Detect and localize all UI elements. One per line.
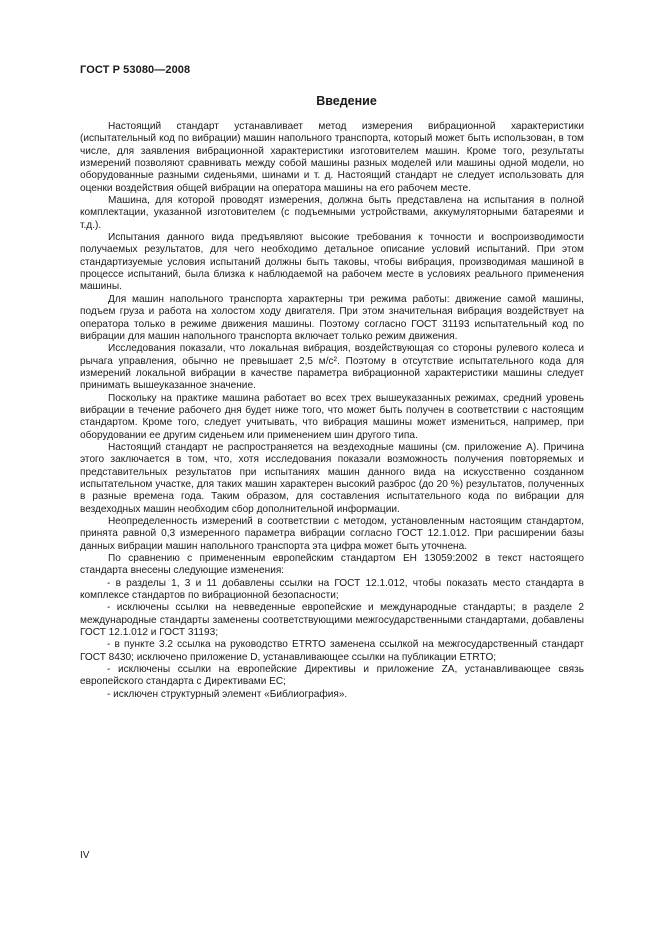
page-number: IV bbox=[80, 850, 90, 861]
paragraph: Машина, для которой проводят измерения, должна быть представлена на испытания в полной комплектации, указанной изготовителем (с подъемными устройствами, аккумуляторными батареями и т.д.). bbox=[80, 195, 584, 231]
change-list-item: - в пункте 3.2 ссылка на руководство ETRTO заменена ссылкой на межгосударственный стандарт ГОСТ 8430; исключено приложение D, устанавливающее ссылки на публикации ETRTO; bbox=[80, 639, 584, 663]
paragraph: Настоящий стандарт не распространяется на вездеходные машины (см. приложение А). Причина этого заключается в том, что, хотя исследования показали возможность получения повторяемых и представительных результатов при испытаниях машин данного вида на искусственно созданном испытательном участке, для таких машин характерен высокий разброс (до 20 %) результатов, полученных в разные времена года. Таким образом, для составления испытательного кода по вибрации для вездеходных машин необходим сбор дополнительной информации. bbox=[80, 441, 584, 515]
paragraph: По сравнению с примененным европейским стандартом ЕН 13059:2002 в текст настоящего стандарта внесены следующие изменения: bbox=[80, 553, 584, 577]
introduction-body bbox=[80, 121, 584, 701]
section-title: Введение bbox=[316, 94, 377, 108]
change-list-item: - в разделы 1, 3 и 11 добавлены ссылки на ГОСТ 12.1.012, чтобы показать место стандарта в комплексе стандартов по вибрационной безопасности; bbox=[80, 577, 584, 602]
change-list-item: - исключены ссылки на европейские Директивы и приложение ZA, устанавливающее связь европейского стандарта с Директивами ЕС; bbox=[80, 664, 584, 688]
paragraph: Для машин напольного транспорта характерны три режима работы: движение самой машины, подъем груза и работа на холостом ходу двигателя. При этом значительная вибрация воздействует на оператора только в режиме движения машины. Поэтому согласно ГОСТ 31193 испытательный код по вибрации для машин напольного транспорта включает только режим движения. bbox=[80, 293, 584, 342]
change-list-item: - исключен структурный элемент «Библиография». bbox=[107, 688, 348, 700]
paragraph: Настоящий стандарт устанавливает метод измерения вибрационной характеристики (испытательный код по вибрации) машин напольного транспорта, который может быть использован, в том числе, для заявления вибрационной характеристики изготовителем машин. Кроме того, результаты измерений позволяют сравнивать между собой машины разных моделей или машины одной модели, но оборудованные разными сиденьями, шинами и т. д. Настоящий стандарт не следует использовать для оценки воздействия общей вибрации на оператора машины на его рабочем месте. bbox=[80, 121, 584, 194]
paragraph: Поскольку на практике машина работает во всех трех вышеуказанных режимах, средний уровень вибрации в течение рабочего дня будет ниже того, что может быть получен в соответствии с настоящим стандартом. Кроме того, следует учитывать, что вибрация машины может измениться, например, при оборудовании ее другим сиденьем или применением шин другого типа. bbox=[80, 392, 584, 441]
paragraph: Испытания данного вида предъявляют высокие требования к точности и воспроизводимости получаемых результатов, для чего необходимо детальное описание условий испытаний. При этом стандартизуемые условия испытаний должны быть таковы, чтобы вибрация, производимая машиной в процессе испытаний, была близка к наблюдаемой на рабочем месте в условиях реального применения машины. bbox=[80, 232, 584, 293]
paragraph: Исследования показали, что локальная вибрация, воздействующая со стороны рулевого колеса и рычага управления, обычно не превышает 2,5 м/с². Поэтому в отсутствие испытательного кода для измерений локальной вибрации в качестве параметра вибрационной характеристики машины следует принимать вышеуказанное значение. bbox=[80, 343, 584, 392]
change-list-item: - исключены ссылки на невведенные европейские и международные стандарты; в разделе 2 международные стандарты заменены соответствующими межгосударственными стандартами, добавлены ГОСТ 12.1.012 и ГОСТ 31193; bbox=[80, 602, 584, 639]
paragraph: Неопределенность измерений в соответствии с методом, установленным настоящим стандартом, принята равной 0,3 измеренного параметра вибрации согласно ГОСТ 12.1.012. При расширении базы данных вибрации машин напольного транспорта эта цифра может быть уточнена. bbox=[80, 516, 584, 552]
document-code-header: ГОСТ Р 53080—2008 bbox=[80, 64, 191, 76]
